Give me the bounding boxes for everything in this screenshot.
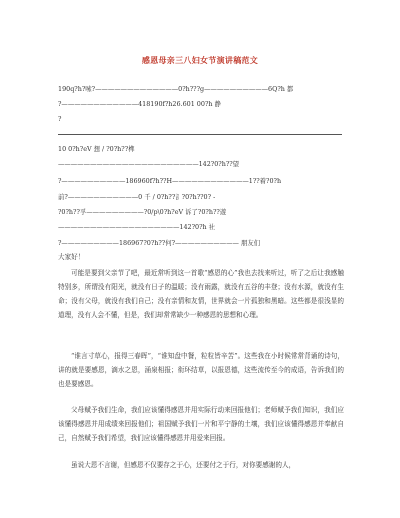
form-line: ?——————————186960f?h??H————————————1??着?0?h xyxy=(58,177,282,185)
header-line: 190q?h?嗦?—————————————0?h???g——————————6Q?h 都 xyxy=(58,85,294,93)
body-paragraph: “谁言寸草心，报得三春晖”，“谁知盘中餐，粒粒皆辛苦”。这些我在小时候常常背诵的诗句，讲的就是要感恩，滴水之恩，涌泉相报；衔环结草，以报恩德，这些流传至今的成语，告诉我们的也是要感恩。 xyxy=(58,352,344,388)
form-line: ——————————————————————142?0?h??望 xyxy=(58,160,240,168)
form-line: ?—————————186967?0?h??何?—————————— 朋友们 xyxy=(58,239,261,247)
form-line: 前?———————————0 千 / 0?h??訁?0?h??0? - xyxy=(58,193,216,201)
body-paragraph: 可能是要到父亲节了吧，最近常听到这一首歌“感恩的心”我也去找来听过，听了之后让我感触特别多，所谓没有阳光，就没有日子的温暖；没有雨露，就没有五谷的丰登；没有水源，就没有生命；没有父母，就没有我们自己；没有亲情和友情，世界就会一片孤独和黑暗。这些都是很浅显的道理，没有人会不懂，但是，我们却常常缺少一种感恩的思想和心理。 xyxy=(58,269,344,319)
body-paragraph: 虽说大恩不言谢，但感恩不仅要存之于心，还要付之于行，对你要感谢的人， xyxy=(71,461,296,469)
divider-rule xyxy=(58,134,342,135)
form-line: 10 0?h?eV 想 / ?0?h??榫 xyxy=(58,145,135,153)
body-paragraph: 父母赋予我们生命，我们应该懂得感恩并用实际行动来回报他们；老师赋予我们知识，我们应该懂得感恩并用成绩来回报他们；祖国赋予我们一片和平宁静的土壤，我们应该懂得感恩并奉献自己，自然赋予我们希望，我们应该懂得感恩并用爱来回报。 xyxy=(58,406,344,442)
header-line: ? xyxy=(58,115,62,123)
greeting-paragraph: 大家好！ xyxy=(58,253,85,261)
form-line: ?0?h??孚—————————?0/p\0?h?eV 诉了?0?h??遊 xyxy=(58,208,227,216)
header-line: ?————————————418190f?h26.601 00?h 静 xyxy=(58,100,221,108)
form-line: ———————————————————142?0?h 社 xyxy=(58,223,216,231)
document-title: 感恩母亲三八妇女节演讲稿范文 xyxy=(141,55,259,65)
